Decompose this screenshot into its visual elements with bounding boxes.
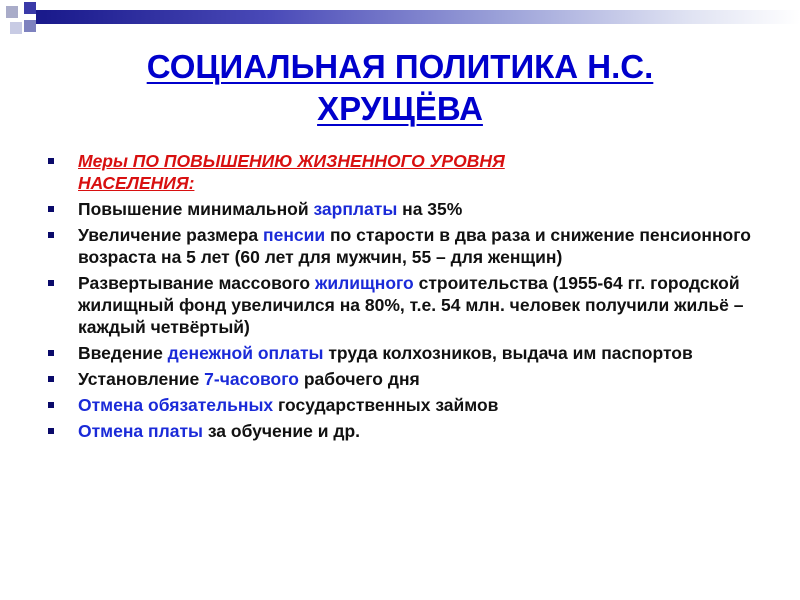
bullet-text: рабочего дня xyxy=(299,369,420,389)
bullet-keyword: денежной оплаты xyxy=(167,343,324,363)
bullet-item-measures xyxy=(44,150,764,194)
decor-square xyxy=(24,20,36,32)
bullet-text: Развертывание массового xyxy=(78,273,315,293)
slide-title-line1: СОЦИАЛЬНАЯ ПОЛИТИКА Н.С. xyxy=(146,48,654,85)
bullet-text: за обучение и др. xyxy=(202,421,360,441)
decor-square xyxy=(24,2,36,14)
bullet-text: Повышение минимальной xyxy=(78,199,314,219)
bullet-square-icon xyxy=(48,158,54,164)
slide-title xyxy=(40,46,760,130)
bullet-item-loans xyxy=(44,394,764,416)
decor-square xyxy=(6,6,18,18)
bullet-keyword: Отмена обязательных xyxy=(78,395,274,415)
bullet-list xyxy=(44,150,764,446)
bullet-square-icon xyxy=(48,232,54,238)
bullet-keyword: зарплаты xyxy=(313,199,398,219)
bullet-keyword: пенсии xyxy=(263,225,326,245)
bullet-text: строительства (1955-64 гг. городской жилищный фонд увеличился на 80%, т.е. 54 млн. человек получили жильё – каждый четвёртый) xyxy=(78,273,744,337)
bullet-text: на 35% xyxy=(397,199,463,219)
bullet-item-collective-farms xyxy=(44,342,764,364)
decor-square xyxy=(10,22,22,34)
bullet-text: по старости в два раза и снижение пенсионного возраста на 5 лет (60 лет для мужчин, 55 – для женщин) xyxy=(78,225,751,267)
bullet-item-pensions xyxy=(44,224,764,268)
bullet-square-icon xyxy=(48,350,54,356)
bullet-keyword: жилищного xyxy=(314,273,414,293)
header-gradient-bar xyxy=(44,10,800,24)
bullet-text: Установление xyxy=(78,369,205,389)
bullet-square-icon xyxy=(48,428,54,434)
header-decoration xyxy=(0,0,800,40)
bullet-square-icon xyxy=(48,206,54,212)
bullet-text: труда колхозников, выдача им паспортов xyxy=(323,343,693,363)
slide-title-line2: ХРУЩЁВА xyxy=(317,90,483,127)
bullet-item-workday xyxy=(44,368,764,390)
bullet-item-education xyxy=(44,420,764,442)
bullet-heading-line2: НАСЕЛЕНИЯ: xyxy=(78,173,195,193)
bullet-item-wages xyxy=(44,198,764,220)
bullet-text: Введение xyxy=(78,343,168,363)
bullet-square-icon xyxy=(48,376,54,382)
bullet-keyword: 7-часового xyxy=(204,369,299,389)
bullet-text: Увеличение размера xyxy=(78,225,264,245)
decor-square xyxy=(36,10,44,24)
bullet-text: государственных займов xyxy=(273,395,499,415)
bullet-square-icon xyxy=(48,402,54,408)
bullet-keyword: Отмена платы xyxy=(78,421,203,441)
bullet-item-housing xyxy=(44,272,764,338)
bullet-square-icon xyxy=(48,280,54,286)
bullet-heading-line1: Меры ПО ПОВЫШЕНИЮ ЖИЗНЕННОГО УРОВНЯ xyxy=(78,151,505,171)
